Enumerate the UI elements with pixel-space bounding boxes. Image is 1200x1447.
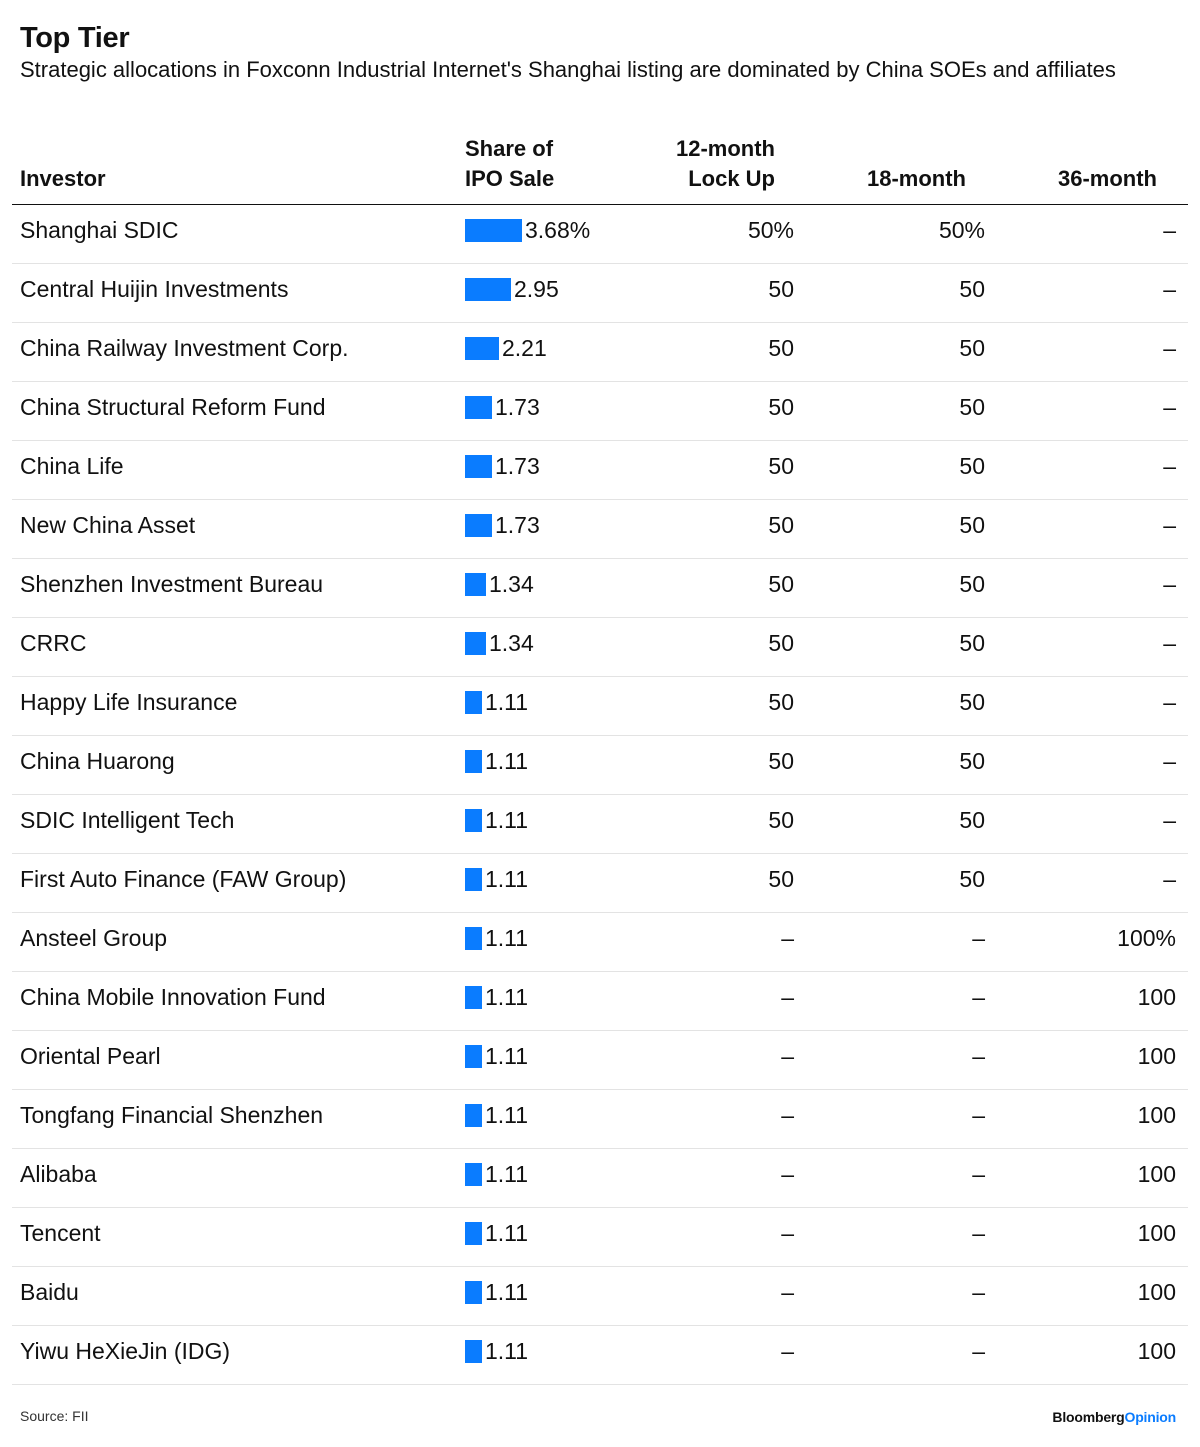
share-bar <box>465 868 482 891</box>
lockup-36-month: 100 <box>1137 1279 1176 1305</box>
share-value: 1.11 <box>485 984 529 1010</box>
lockup-18-month: – <box>972 1279 985 1305</box>
share-bar <box>465 1104 482 1127</box>
lockup-36-month: 100 <box>1137 1338 1176 1364</box>
table-row <box>12 618 1188 677</box>
header-12-month-line1: 12-month <box>676 136 775 161</box>
share-bar <box>465 1045 482 1068</box>
share-value: 1.11 <box>485 1338 529 1364</box>
share-value: 1.73 <box>495 394 540 420</box>
chart-subtitle: Strategic allocations in Foxconn Industrial Internet's Shanghai listing are dominated by China SOEs and affiliates <box>20 57 1116 82</box>
share-value: 1.11 <box>485 925 529 951</box>
table-row <box>12 1267 1188 1326</box>
table-row <box>12 913 1188 972</box>
lockup-12-month: 50% <box>747 217 794 243</box>
lockup-12-month: – <box>781 1043 794 1069</box>
lockup-36-month: – <box>1163 335 1176 361</box>
table-row <box>12 1208 1188 1267</box>
share-value: 1.34 <box>489 571 534 597</box>
share-value: 1.73 <box>495 453 540 479</box>
lockup-12-month: 50 <box>768 512 794 538</box>
share-value: 1.11 <box>485 748 529 774</box>
investor-name: Yiwu HeXieJin (IDG) <box>20 1338 231 1364</box>
investor-name: SDIC Intelligent Tech <box>20 807 235 833</box>
lockup-36-month: – <box>1163 807 1176 833</box>
investor-name: Tongfang Financial Shenzhen <box>20 1102 324 1128</box>
investor-name: CRRC <box>20 630 87 656</box>
lockup-18-month: 50 <box>959 512 985 538</box>
lockup-36-month: – <box>1163 630 1176 656</box>
lockup-36-month: 100 <box>1137 1220 1176 1246</box>
lockup-18-month: – <box>972 925 985 951</box>
table-row <box>12 972 1188 1031</box>
lockup-36-month: 100 <box>1137 1161 1176 1187</box>
investor-name: China Structural Reform Fund <box>20 394 326 420</box>
investor-name: Shanghai SDIC <box>20 217 179 243</box>
lockup-18-month: 50 <box>959 335 985 361</box>
table-row <box>12 559 1188 618</box>
lockup-36-month: – <box>1163 571 1176 597</box>
investor-name: Happy Life Insurance <box>20 689 238 715</box>
table-row <box>12 1149 1188 1208</box>
share-bar <box>465 1281 482 1304</box>
lockup-18-month: – <box>972 1102 985 1128</box>
lockup-12-month: – <box>781 925 794 951</box>
share-value: 1.11 <box>485 1279 529 1305</box>
header-share-line1: Share of <box>465 136 554 161</box>
lockup-12-month: – <box>781 1279 794 1305</box>
investor-name: Tencent <box>20 1220 101 1246</box>
share-value: 1.34 <box>489 630 534 656</box>
share-bar <box>465 750 482 773</box>
lockup-36-month: – <box>1163 394 1176 420</box>
share-value: 1.11 <box>485 1220 529 1246</box>
header-18-month: 18-month <box>867 166 966 191</box>
lockup-12-month: – <box>781 1102 794 1128</box>
brand-part1: Bloomberg <box>1052 1409 1125 1425</box>
lockup-12-month: 50 <box>768 689 794 715</box>
share-value: 1.11 <box>485 1102 529 1128</box>
share-bar <box>465 573 486 596</box>
lockup-18-month: 50 <box>959 453 985 479</box>
table-row <box>12 736 1188 795</box>
lockup-36-month: 100 <box>1137 1043 1176 1069</box>
lockup-36-month: – <box>1163 748 1176 774</box>
lockup-12-month: 50 <box>768 394 794 420</box>
brand-logo <box>1052 1409 1176 1425</box>
source-note: Source: FII <box>20 1408 89 1424</box>
share-bar <box>465 927 482 950</box>
lockup-18-month: 50 <box>959 689 985 715</box>
investor-name: Central Huijin Investments <box>20 276 289 302</box>
lockup-36-month: – <box>1163 217 1176 243</box>
table-row <box>12 795 1188 854</box>
lockup-12-month: – <box>781 1220 794 1246</box>
table-row <box>12 323 1188 382</box>
share-bar <box>465 396 492 419</box>
lockup-12-month: 50 <box>768 276 794 302</box>
lockup-12-month: 50 <box>768 335 794 361</box>
lockup-18-month: 50 <box>959 866 985 892</box>
chart-title: Top Tier <box>20 22 130 54</box>
share-value: 1.11 <box>485 689 529 715</box>
lockup-36-month: – <box>1163 512 1176 538</box>
header-12-month-line2: Lock Up <box>688 166 775 191</box>
share-value: 2.21 <box>502 335 547 361</box>
lockup-12-month: 50 <box>768 453 794 479</box>
share-bar <box>465 455 492 478</box>
lockup-36-month: – <box>1163 689 1176 715</box>
investor-name: Shenzhen Investment Bureau <box>20 571 324 597</box>
table-body <box>0 205 1200 1385</box>
table-row <box>12 1090 1188 1149</box>
investor-name: China Life <box>20 453 124 479</box>
lockup-18-month: – <box>972 984 985 1010</box>
lockup-12-month: 50 <box>768 630 794 656</box>
table-row <box>12 205 1188 264</box>
lockup-36-month: 100 <box>1137 984 1176 1010</box>
lockup-12-month: 50 <box>768 748 794 774</box>
header-12-month <box>600 134 775 194</box>
share-bar <box>465 219 522 242</box>
lockup-18-month: 50 <box>959 571 985 597</box>
brand-part2: Opinion <box>1124 1409 1176 1425</box>
table-row <box>12 382 1188 441</box>
investor-name: First Auto Finance (FAW Group) <box>20 866 347 892</box>
lockup-18-month: 50 <box>959 748 985 774</box>
investor-name: Ansteel Group <box>20 925 168 951</box>
share-value: 1.73 <box>495 512 540 538</box>
lockup-36-month: – <box>1163 453 1176 479</box>
lockup-12-month: – <box>781 1161 794 1187</box>
table-row <box>12 441 1188 500</box>
share-bar <box>465 1222 482 1245</box>
lockup-18-month: 50 <box>959 807 985 833</box>
share-value: 1.11 <box>485 1161 529 1187</box>
share-value: 2.95 <box>514 276 559 302</box>
table-row <box>12 677 1188 736</box>
header-36-month: 36-month <box>1058 166 1157 191</box>
table-row <box>12 500 1188 559</box>
lockup-18-month: 50 <box>959 394 985 420</box>
lockup-12-month: 50 <box>768 571 794 597</box>
lockup-18-month: – <box>972 1220 985 1246</box>
lockup-18-month: 50% <box>938 217 985 243</box>
header-investor: Investor <box>20 166 106 191</box>
lockup-36-month: 100% <box>1117 925 1176 951</box>
lockup-18-month: – <box>972 1043 985 1069</box>
share-bar <box>465 986 482 1009</box>
lockup-36-month: – <box>1163 276 1176 302</box>
share-bar <box>465 632 486 655</box>
lockup-12-month: 50 <box>768 866 794 892</box>
lockup-12-month: – <box>781 984 794 1010</box>
investor-name: China Mobile Innovation Fund <box>20 984 326 1010</box>
lockup-12-month: – <box>781 1338 794 1364</box>
investor-name: New China Asset <box>20 512 196 538</box>
share-bar <box>465 809 482 832</box>
lockup-18-month: – <box>972 1338 985 1364</box>
lockup-18-month: 50 <box>959 630 985 656</box>
share-bar <box>465 691 482 714</box>
table-row <box>12 854 1188 913</box>
share-bar <box>465 337 499 360</box>
header-share-line2: IPO Sale <box>465 166 555 191</box>
share-bar <box>465 514 492 537</box>
investor-name: China Railway Investment Corp. <box>20 335 349 361</box>
lockup-36-month: 100 <box>1137 1102 1176 1128</box>
lockup-18-month: – <box>972 1161 985 1187</box>
share-bar <box>465 1163 482 1186</box>
share-value: 1.11 <box>485 866 529 892</box>
investor-name: Alibaba <box>20 1161 97 1187</box>
investor-name: China Huarong <box>20 748 175 774</box>
share-bar <box>465 278 511 301</box>
lockup-18-month: 50 <box>959 276 985 302</box>
lockup-36-month: – <box>1163 866 1176 892</box>
table-row <box>12 1326 1188 1385</box>
table-row <box>12 264 1188 323</box>
investor-name: Oriental Pearl <box>20 1043 161 1069</box>
share-value: 1.11 <box>485 1043 529 1069</box>
share-value: 3.68% <box>525 217 591 243</box>
header-share <box>465 134 554 194</box>
lockup-12-month: 50 <box>768 807 794 833</box>
share-value: 1.11 <box>485 807 529 833</box>
investor-name: Baidu <box>20 1279 79 1305</box>
table-row <box>12 1031 1188 1090</box>
share-bar <box>465 1340 482 1363</box>
